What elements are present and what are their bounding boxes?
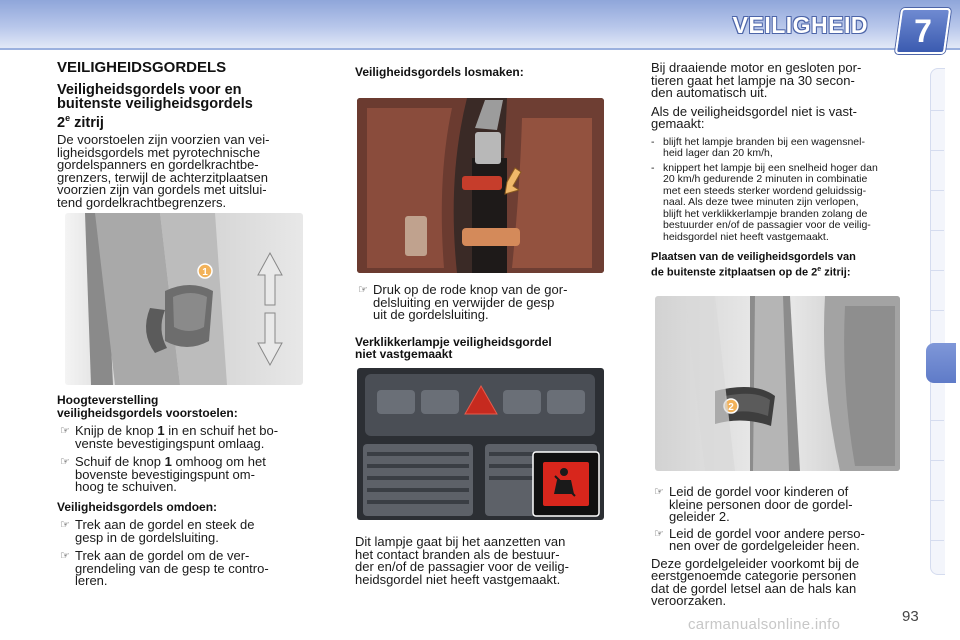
instruction-item: ☞ Schuif de knop 1 omhoog om het bovenste bevestigingspunt om- hoog te schuiven. [60,454,266,494]
chapter-tab-divider [930,310,944,311]
chapter-tab-strip [930,68,945,575]
chapter-tab-divider [930,500,944,501]
chapter-tab-divider [930,110,944,111]
column-1-lower [57,394,310,588]
pointing-hand-icon: ☞ [358,284,368,296]
intro-paragraph: De voorstoelen zijn voorzien van vei- ligheidsgordels met pyrotechnische gordelspanners en gordelkrachtbe- grenzers, terwijl de achterzitplaatsen voorzien zijn van gordels met uitslui- tend gordelkrachtbegrenzers. [57,132,270,210]
chapter-tab-divider [930,270,944,271]
instruction-item: ☞ Leid de gordel voor kinderen of kleine personen door de gordel- geleider 2. [654,484,853,524]
unfasten-title: Veiligheidsgordels losmaken: [355,65,524,79]
pointing-hand-icon: ☞ [654,486,664,498]
warning-light-title: Verklikkerlampje veiligheidsgordel niet vastgemaakt [355,334,552,361]
chapter-number: 7 [914,13,932,49]
pointing-hand-icon: ☞ [60,550,70,562]
column-1 [57,59,310,210]
chapter-tab-active[interactable] [926,343,956,383]
instruction-item: ☞ Knijp de knop 1 in en schuif het bo- venste bevestigingspunt omlaag. [60,423,279,451]
callout-1: 1 [202,267,208,278]
chapter-tab-divider [930,540,944,541]
rear-belt-title: Plaatsen van de veiligheidsgordels van de buitenste zitplaatsen op de 2e zitrij: [651,251,856,279]
condition-item: - blijft het lampje branden bij een wagensnel- heid lager dan 20 km/h, [651,135,865,159]
chapter-tab-divider [930,150,944,151]
banner-divider [0,48,960,50]
subtitle-line: buitenste veiligheidsgordels [57,95,253,112]
instruction-item: ☞ Trek aan de gordel en steek de gesp in de gordelsluiting. [60,517,255,545]
pointing-hand-icon: ☞ [654,527,664,540]
pointing-hand-icon: ☞ [60,519,70,531]
height-adjuster-photo [65,213,303,385]
buckle-photo [357,98,604,273]
belt-guide-photo [655,296,900,471]
height-adjust-title: Hoogteverstelling veiligheidsgordels voorstoelen: [57,393,238,420]
column-2-lower: Dit lampje gaat bij het aanzetten van het contact branden als de bestuur- der en/of de passagier voor de veilig- heidsgordel niet heeft vastgemaakt. [355,534,569,587]
chapter-tab-divider [930,190,944,191]
pointing-hand-icon: ☞ [60,456,70,468]
instruction-item: ☞ Druk op de rode knop van de gor- delsluiting en verwijder de gesp uit de gordelsluiting. [358,282,568,322]
instruction-item: ☞ Trek aan de gordel om de ver- grendeling van de gesp te contro- leren. [60,548,269,588]
subtitle-line: Veiligheidsgordels voor en [57,81,242,98]
callout-2: 2 [728,402,734,413]
chapter-title: VEILIGHEID [732,12,868,38]
column-3-lower [651,486,905,608]
chapter-tab-divider [930,230,944,231]
subtitle [57,83,310,130]
instruction-item: ☞ Leid de gordel voor andere perso- nen over de gordelgeleider heen. [654,525,865,553]
dashboard-warning-photo [357,368,604,520]
chapter-number-badge [895,8,951,54]
chapter-tab-divider [930,420,944,421]
column-2-mid [355,284,605,361]
watermark: carmanualsonline.info [688,616,841,633]
page-number: 93 [902,608,919,625]
column-3: Bij draaiende motor en gesloten por- tieren gaat het lampje na 30 secon- den automatisch uit. Als de veiligheidsgordel niet is vast- gemaakt: - blijft het lampje branden bij een wagensnel- heid lager dan 20 km/h, - knippert het lampje bij een snelheid hoger dan 20 km/h gedurende 2 minuten in combinatie met een steeds sterker wordend geluidssig- naal. Als deze twee minuten zijn verlopen, blijft het verklikkerlampje branden zolang de bestuurder en/of de passagier voor de veilig- heidsgordel niet heeft vastgemaakt. Plaatsen van de veiligheidsgordels van de buitenste zitplaatsen op de 2e zitrij: [651,62,905,279]
subtitle-line: 2e zitrij [57,112,104,131]
condition-item: - knippert het lampje bij een snelheid hoger dan 20 km/h gedurende 2 minuten in combinatie met een steeds sterker wordend geluidssig- naal. Als deze twee minuten zijn verlopen, blijft het verklikkerlampje branden zolang de bestuurder en/of de passagier voor de veilig- heidsgordel niet heeft vastgemaakt. [651,161,878,243]
section-title: VEILIGHEIDSGORDELS [57,59,227,76]
guide-note-paragraph: Deze gordelgeleider voorkomt bij de eerstgenoemde categorie personen dat de gordel letsel aan de hals kan veroorzaken. [651,555,860,608]
fasten-title: Veiligheidsgordels omdoen: [57,499,218,514]
chapter-tab-divider [930,460,944,461]
column-2 [355,66,605,79]
pointing-hand-icon: ☞ [60,425,70,437]
